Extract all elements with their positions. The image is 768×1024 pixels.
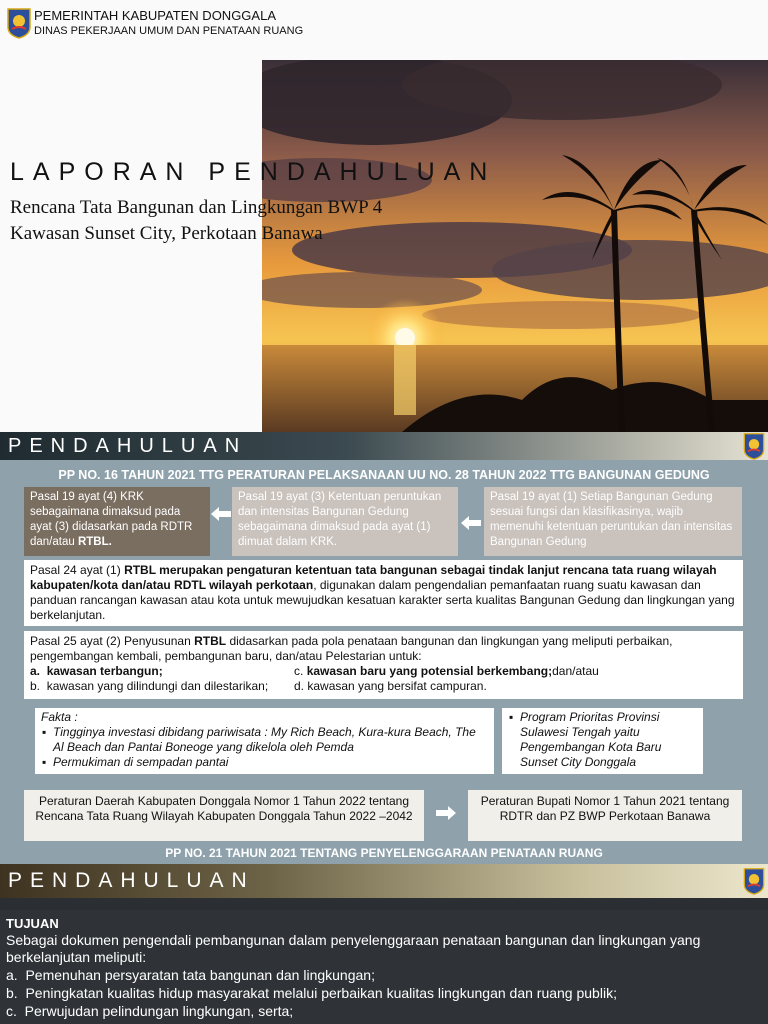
tujuan-item xyxy=(6,966,746,984)
tujuan-item-marker: b. xyxy=(6,985,18,1001)
pendahuluan-slide xyxy=(0,432,768,864)
tujuan-item-text: Perwujudan pelindungan lingkungan, serta; xyxy=(24,1003,294,1019)
fakta-item: ▪ Tingginya investasi dibidang pariwisata : My Rich Beach, Kura-kura Beach, The Al Beach dan Pantai Boneoge yang dikelola oleh Pemda xyxy=(53,725,488,755)
item-c-rest: dan/atau xyxy=(552,664,599,678)
tujuan-item-marker: a. xyxy=(6,967,18,983)
regency-emblem-icon xyxy=(742,432,766,460)
item-b-marker: b. xyxy=(30,679,41,693)
pasal25-items-row2 xyxy=(30,679,737,694)
item-d-marker: d. xyxy=(294,679,305,693)
pasal25-rest: didasarkan pada pola penataan bangunan dan lingkungan yang meliputi perbaikan, pengembangan kembali, pembangunan baru, dan/atau Pelestarian untuk: xyxy=(30,634,673,663)
item-d xyxy=(294,679,487,694)
item-a-marker: a. xyxy=(30,664,41,678)
arrow-left-icon xyxy=(459,515,483,531)
sunset-photo xyxy=(262,60,768,432)
tujuan-intro: Sebagai dokumen pengendali pembangunan dalam penyelenggaraan penataan bangunan dan lingkungan yang berkelanjutan meliputi: xyxy=(6,932,701,965)
pasal24-rest: , digunakan dalam pengendalian pemanfaatan ruang suatu kawasan dan panduan rancangan kawasan atau kota untuk mewujudkan kesatuan karakter serta kualitas Bangunan Gedung dan lingkungan yang berkelanjutan. xyxy=(30,578,735,622)
gov-name: PEMERINTAH KABUPATEN DONGGALA xyxy=(34,8,276,23)
tujuan-heading: TUJUAN xyxy=(6,916,59,931)
fakta-list xyxy=(41,725,488,770)
arrow-right-icon xyxy=(434,805,458,821)
program-list xyxy=(508,710,697,770)
item-d-text: kawasan yang bersifat campuran. xyxy=(307,679,487,693)
pasal25-items-row1 xyxy=(30,664,737,679)
item-a-text: kawasan terbangun; xyxy=(46,664,163,678)
fakta-box xyxy=(35,708,494,774)
pasal25-box xyxy=(24,631,743,699)
item-b xyxy=(30,679,294,694)
report-title: LAPORAN PENDAHULUAN xyxy=(10,158,497,186)
tujuan-item-text: Peningkatan kualitas hidup masyarakat melalui perbaikan kualitas lingkungan dan ruang publik; xyxy=(25,985,617,1001)
tujuan-item-marker: c. xyxy=(6,1003,17,1019)
regency-emblem-icon xyxy=(6,7,32,39)
pasal25-paragraph xyxy=(30,634,737,664)
tujuan-item xyxy=(6,1002,746,1020)
pasal24-bold: RTBL merupakan pengaturan ketentuan tata bangunan sebagai tindak lanjut rencana tata ruang wilayah kabupaten/kota dan/atau RDTL wilayah perkotaan xyxy=(30,563,717,592)
pasal19-ayat3-box: Pasal 19 ayat (3) Ketentuan peruntukan dan intensitas Bangunan Gedung sebagaimana dimaksud pada ayat (1) dimuat dalam KRK. xyxy=(232,487,458,556)
tujuan-content xyxy=(0,910,768,1024)
arrow-left-icon xyxy=(209,506,233,522)
tujuan-item-text: Pemenuhan persyaratan tata bangunan dan lingkungan; xyxy=(25,967,375,983)
pasal19-ayat4-box xyxy=(24,487,210,556)
pasal19-ayat4-text: Pasal 19 ayat (4) KRK sebagaimana dimaksud pada ayat (3) didasarkan pada RDTR dan/atau xyxy=(30,491,193,548)
pasal25-lead: Pasal 25 ayat (2) Penyusunan xyxy=(30,634,195,648)
pasal25-bold: RTBL xyxy=(194,634,227,648)
pp21-heading: PP NO. 21 TAHUN 2021 TENTANG PENYELENGGARAAN PENATAAN RUANG xyxy=(165,846,603,860)
item-b-text: kawasan yang dilindungi dan dilestarikan; xyxy=(46,679,269,693)
pasal19-ayat1-box: Pasal 19 ayat (1) Setiap Bangunan Gedung sesuai fungsi dan klasifikasinya, wajib memenuhi ketentuan peruntukan dan intensitas Bangunan Gedung xyxy=(484,487,742,556)
pasal19-ayat4-bold: RTBL. xyxy=(77,536,112,548)
section-header-bar xyxy=(0,864,768,898)
tujuan-body xyxy=(6,932,746,1020)
pasal24-box xyxy=(24,560,743,626)
report-subtitle-line1: Rencana Tata Bangunan dan Lingkungan BWP 4 xyxy=(10,197,383,218)
program-item: ▪ Program Prioritas Provinsi Sulawesi Tengah yaitu Pengembangan Kota Baru Sunset City Donggala xyxy=(520,710,697,770)
section-title: PENDAHULUAN xyxy=(8,435,248,457)
section-title: PENDAHULUAN xyxy=(8,869,255,892)
item-c-bold: kawasan baru yang potensial berkembang; xyxy=(306,664,553,678)
report-subtitle-line2: Kawasan Sunset City, Perkotaan Banawa xyxy=(10,223,323,244)
cover-slide xyxy=(0,0,768,432)
pasal24-lead: Pasal 24 ayat (1) xyxy=(30,563,125,577)
perbup-box: Peraturan Bupati Nomor 1 Tahun 2021 tentang RDTR dan PZ BWP Perkotaan Banawa xyxy=(468,790,742,841)
tujuan-item xyxy=(6,984,746,1002)
fakta-item: ▪ Permukiman di sempadan pantai xyxy=(53,755,488,770)
item-c xyxy=(294,664,599,679)
item-a xyxy=(30,664,294,679)
pp16-heading: PP NO. 16 TAHUN 2021 TTG PERATURAN PELAKSANAAN UU NO. 28 TAHUN 2022 TTG BANGUNAN GEDUNG xyxy=(58,468,710,482)
perda-box: Peraturan Daerah Kabupaten Donggala Nomor 1 Tahun 2022 tentang Rencana Tata Ruang Wilayah Kabupaten Donggala Tahun 2022 –2042 xyxy=(24,790,424,841)
program-box xyxy=(502,708,703,774)
item-c-marker: c. xyxy=(294,664,304,678)
section-header-bar xyxy=(0,432,768,460)
tujuan-slide xyxy=(0,864,768,1024)
regency-emblem-icon xyxy=(742,867,766,895)
fakta-heading: Fakta : xyxy=(41,710,78,724)
dept-name: DINAS PEKERJAAN UMUM DAN PENATAAN RUANG xyxy=(34,25,304,37)
